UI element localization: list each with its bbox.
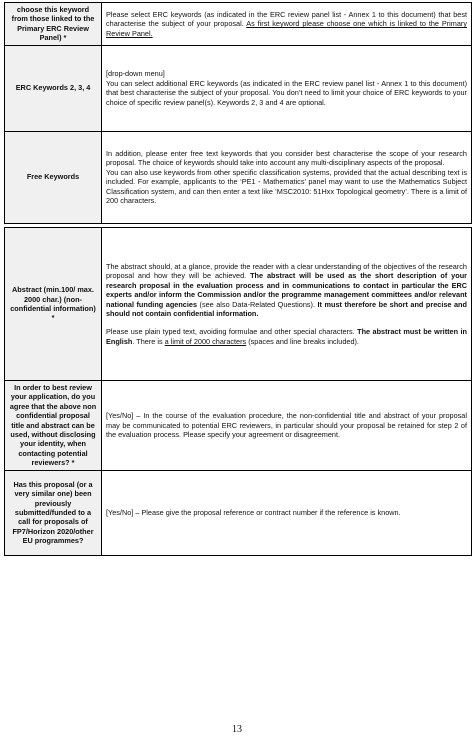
abstract-intro: The abstract should, at a glance, provide the reader with a clear understanding of the objectives of the research proposal and how they will be achieved. <box>106 261 467 281</box>
table-row <box>5 3 472 46</box>
primary-keyword-instructions: Please select ERC keywords (as indicated in the ERC review panel list - Annex 1 to this document) that best characterise the subject of your proposal. <box>106 9 467 29</box>
abstract-paragraph-1 <box>106 262 467 318</box>
page-number: 13 <box>232 724 242 735</box>
abstract-see-also: (see also Data-Related Questions). <box>197 299 318 309</box>
previous-submission-label: Has this proposal (or a very similar one) been previously submitted/funded to a call for proposals of FP7/Horizon 2020/other EU programmes? <box>5 470 102 555</box>
erc-keywords-instructions: You can select additional ERC keywords (as indicated in the ERC review panel list - Annex 1 to this document) that best characterise the subject of your proposal. You don’t need to limit your choice of ERC keywords to your choice of specific review panel(s). Keywords 2, 3 and 4 are optional. <box>106 78 467 107</box>
abstract-language-rule: The abstract must be written in English <box>106 327 467 346</box>
table-row <box>5 45 472 131</box>
free-keywords-label: Free Keywords <box>5 131 102 223</box>
primary-keyword-text <box>102 3 472 46</box>
abstract-table <box>4 227 472 556</box>
primary-keyword-label: choose this keyword from those linked to the Primary ERC Review Panel) * <box>5 3 102 46</box>
erc-keywords-text <box>102 45 472 131</box>
free-keywords-text <box>102 131 472 223</box>
abstract-limit-suffix: (spaces and line breaks included). <box>246 336 359 346</box>
free-keywords-classification: You can also use keywords from other specific classification systems, provided that the actual describing text is included. For example, applicants to the ‘PE1 - Mathematics’ panel may want to use the Mathematics Subject Classification system, and can then enter a text like ‘MSC2010: 51Hxx Topological geometry’. There is a limit of 200 characters. <box>106 167 467 205</box>
abstract-limit-prefix: . There is <box>132 336 165 346</box>
abstract-format-note: Please use plain typed text, avoiding formulae and other special characters. <box>106 327 358 337</box>
disclose-text: [Yes/No] – In the course of the evaluation procedure, the non-confidential title and abstract of your proposal may be communicated to potential ERC reviewers, in particular should your proposal be retained for step 2 of the evaluation process. Please specify your agreement or disagreement. <box>102 381 472 471</box>
abstract-usage: The abstract will be used as the short description of your research proposal in the evaluation process and in communications to contact in particular the ERC experts and/or inform the Commission and/or the programme management committees and/or relevant national funding agencies <box>106 271 467 309</box>
abstract-warning: It must therefore be short and precise and should not contain confidential information. <box>106 299 467 318</box>
abstract-paragraph-2 <box>106 327 467 346</box>
disclose-label: In order to best review your application, do you agree that the above non confidential proposal title and abstract can be used, without disclosing your identity, when contacting potential reviewers? * <box>5 381 102 471</box>
erc-keywords-label: ERC Keywords 2, 3, 4 <box>5 45 102 131</box>
previous-submission-text: [Yes/No] – Please give the proposal reference or contract number if the reference is known. <box>102 470 472 555</box>
abstract-limit: a limit of 2000 characters <box>164 336 247 346</box>
abstract-label: Abstract (min.100/ max. 2000 char.) (non-confidential information) * <box>5 228 102 381</box>
table-row <box>5 381 472 471</box>
keywords-table <box>4 2 472 224</box>
dropdown-placeholder: [drop-down menu] <box>106 69 165 79</box>
abstract-text <box>102 228 472 381</box>
primary-keyword-note: As first keyword please choose one which is linked to the Primary Review Panel. <box>106 19 467 38</box>
table-row <box>5 470 472 555</box>
free-keywords-instructions: In addition, please enter free text keywords that you consider best characterise the scope of your research proposal. The choice of keywords should take into account any multi-disciplinary aspects of the proposal. <box>106 148 467 168</box>
table-row <box>5 131 472 223</box>
table-row <box>5 228 472 381</box>
